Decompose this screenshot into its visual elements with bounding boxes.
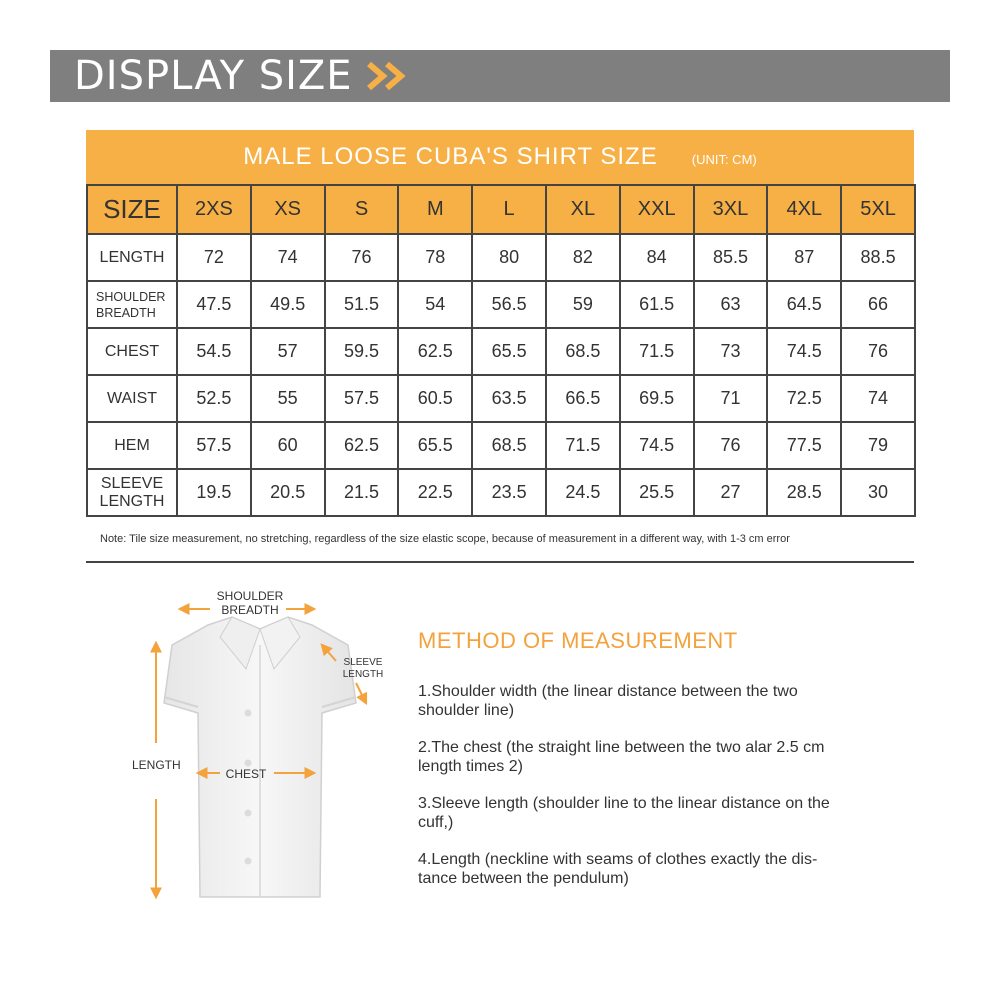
sleeve-length-label: SLEEVE LENGTH xyxy=(342,657,384,680)
size-value-cell: 74 xyxy=(251,234,325,281)
measurement-method xyxy=(418,628,918,906)
size-value-cell: 80 xyxy=(472,234,546,281)
size-value-cell: 60 xyxy=(251,422,325,469)
shoulder-breadth-label: SHOULDER BREADTH xyxy=(216,589,284,617)
size-value-cell: 72 xyxy=(177,234,251,281)
method-title: METHOD OF MEASUREMENT xyxy=(418,628,738,653)
size-chart-title-bar xyxy=(86,130,914,184)
size-value-cell: 66.5 xyxy=(546,375,620,422)
chest-label: CHEST xyxy=(225,767,267,781)
row-label: SHOULDER BREADTH xyxy=(87,281,177,328)
row-label: WAIST xyxy=(87,375,177,422)
shirt-illustration xyxy=(120,585,410,905)
size-header-cell: 3XL xyxy=(694,185,768,234)
size-value-cell: 63 xyxy=(694,281,768,328)
size-value-cell: 74.5 xyxy=(767,328,841,375)
size-value-cell: 65.5 xyxy=(472,328,546,375)
size-chart-unit: (UNIT: CM) xyxy=(691,152,757,167)
size-header-cell: 4XL xyxy=(767,185,841,234)
size-value-cell: 54.5 xyxy=(177,328,251,375)
size-value-cell: 56.5 xyxy=(472,281,546,328)
size-value-cell: 84 xyxy=(620,234,694,281)
method-item: 1.Shoulder width (the linear distance between the two shoulder line) xyxy=(418,683,798,719)
size-value-cell: 68.5 xyxy=(472,422,546,469)
size-value-cell: 24.5 xyxy=(546,469,620,516)
size-value-cell: 61.5 xyxy=(620,281,694,328)
size-value-cell: 62.5 xyxy=(398,328,472,375)
size-value-cell: 72.5 xyxy=(767,375,841,422)
double-chevron-right-icon xyxy=(365,61,413,91)
size-header-cell: 2XS xyxy=(177,185,251,234)
size-value-cell: 57.5 xyxy=(325,375,399,422)
size-value-cell: 23.5 xyxy=(472,469,546,516)
size-value-cell: 63.5 xyxy=(472,375,546,422)
size-value-cell: 60.5 xyxy=(398,375,472,422)
size-header-cell: L xyxy=(472,185,546,234)
size-header-cell: XS xyxy=(251,185,325,234)
size-row xyxy=(87,469,915,516)
size-value-cell: 73 xyxy=(694,328,768,375)
size-value-cell: 57 xyxy=(251,328,325,375)
method-item: 4.Length (neckline with seams of clothes exactly the dis- tance between the pendulum) xyxy=(418,851,818,887)
size-value-cell: 87 xyxy=(767,234,841,281)
size-row xyxy=(87,328,915,375)
size-header-cell: M xyxy=(398,185,472,234)
row-label: CHEST xyxy=(87,328,177,375)
method-item: 2.The chest (the straight line between the two alar 2.5 cm length times 2) xyxy=(418,739,825,775)
size-row xyxy=(87,422,915,469)
size-header-cell: S xyxy=(325,185,399,234)
size-value-cell: 59 xyxy=(546,281,620,328)
size-chart xyxy=(86,130,914,563)
size-value-cell: 68.5 xyxy=(546,328,620,375)
size-value-cell: 77.5 xyxy=(767,422,841,469)
size-value-cell: 25.5 xyxy=(620,469,694,516)
row-label: HEM xyxy=(87,422,177,469)
size-value-cell: 65.5 xyxy=(398,422,472,469)
size-value-cell: 52.5 xyxy=(177,375,251,422)
size-value-cell: 76 xyxy=(694,422,768,469)
size-chart-title: MALE LOOSE CUBA'S SHIRT SIZE xyxy=(243,143,658,170)
size-value-cell: 74 xyxy=(841,375,915,422)
size-value-cell: 79 xyxy=(841,422,915,469)
size-value-cell: 74.5 xyxy=(620,422,694,469)
size-value-cell: 20.5 xyxy=(251,469,325,516)
size-header-row xyxy=(87,185,915,234)
size-value-cell: 49.5 xyxy=(251,281,325,328)
size-value-cell: 78 xyxy=(398,234,472,281)
size-value-cell: 57.5 xyxy=(177,422,251,469)
size-value-cell: 66 xyxy=(841,281,915,328)
size-value-cell: 76 xyxy=(325,234,399,281)
size-value-cell: 59.5 xyxy=(325,328,399,375)
size-value-cell: 71 xyxy=(694,375,768,422)
size-row xyxy=(87,234,915,281)
size-value-cell: 88.5 xyxy=(841,234,915,281)
size-value-cell: 71.5 xyxy=(620,328,694,375)
size-value-cell: 47.5 xyxy=(177,281,251,328)
size-table xyxy=(86,184,916,517)
size-value-cell: 85.5 xyxy=(694,234,768,281)
size-value-cell: 51.5 xyxy=(325,281,399,328)
size-row xyxy=(87,375,915,422)
banner-title: DISPLAY SIZE xyxy=(74,53,353,99)
size-value-cell: 22.5 xyxy=(398,469,472,516)
row-label: SLEEVE LENGTH xyxy=(87,469,177,516)
size-header-cell: XXL xyxy=(620,185,694,234)
display-size-banner xyxy=(50,50,950,102)
size-row xyxy=(87,281,915,328)
size-value-cell: 28.5 xyxy=(767,469,841,516)
row-label: LENGTH xyxy=(87,234,177,281)
size-value-cell: 19.5 xyxy=(177,469,251,516)
size-value-cell: 27 xyxy=(694,469,768,516)
size-value-cell: 76 xyxy=(841,328,915,375)
size-value-cell: 54 xyxy=(398,281,472,328)
size-value-cell: 82 xyxy=(546,234,620,281)
shirt-diagram xyxy=(120,585,410,905)
length-label: LENGTH xyxy=(132,758,181,772)
size-header-cell: XL xyxy=(546,185,620,234)
method-item: 3.Sleeve length (shoulder line to the linear distance on the cuff,) xyxy=(418,795,830,831)
size-header-label: SIZE xyxy=(87,185,177,234)
size-value-cell: 62.5 xyxy=(325,422,399,469)
size-value-cell: 55 xyxy=(251,375,325,422)
size-value-cell: 64.5 xyxy=(767,281,841,328)
size-value-cell: 71.5 xyxy=(546,422,620,469)
measurement-note: Note: Tile size measurement, no stretching, regardless of the size elastic scope, because of measurement in a different way, with 1-3 cm error xyxy=(86,517,914,563)
size-header-cell: 5XL xyxy=(841,185,915,234)
size-value-cell: 30 xyxy=(841,469,915,516)
size-value-cell: 21.5 xyxy=(325,469,399,516)
size-value-cell: 69.5 xyxy=(620,375,694,422)
